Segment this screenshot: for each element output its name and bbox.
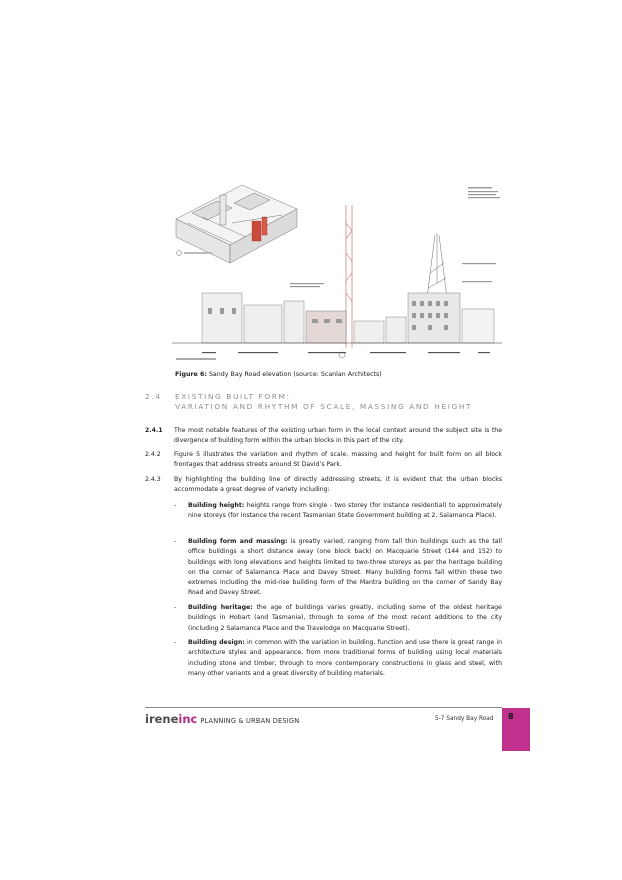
annotation-notes [290, 187, 500, 287]
footer-tagline: PLANNING & URBAN DESIGN [200, 717, 300, 725]
bullet-term: Building design: [188, 639, 245, 646]
paragraph-text: The most notable features of the existing urban form in the local context around the subject site is the divergence of building form within the urban blocks in this part of the city. [174, 427, 502, 445]
paragraph-number: 2.4.2 [145, 451, 161, 458]
bullet-text: is greatly varied, ranging from tall thin buildings such as the tall office buildings a short distance away (one block back) on Macquarie Street (144 and 152) to buildings with long elevations and heights limited to two-three storeys as per the heritage building on the corner of Salamanca Place and Davey Street. Many building forms fall within these two extremes including the mid-rise building form of the Mantra building on the corner of Sandy Bay Road and Davey Street. [188, 538, 502, 597]
section-number: 2.4 [145, 392, 162, 401]
scale-bar [202, 352, 490, 353]
irene-inc-logo [145, 712, 299, 726]
bullet-building-height [174, 501, 502, 522]
footer-divider [145, 707, 502, 708]
paragraph-2-4-2 [145, 450, 502, 471]
bullet-dash: - [174, 639, 177, 646]
paragraph-2-4-1 [145, 426, 502, 447]
radio-mast [346, 205, 352, 348]
page-number: 8 [508, 712, 514, 721]
bullet-building-form [174, 537, 502, 599]
paragraph-2-4-3 [145, 475, 502, 496]
bullet-term: Building height: [188, 502, 245, 509]
paragraph-text: By highlighting the building line of directly addressing streets, it is evident that the urban blocks accommodate a great degree of variety including: [174, 476, 502, 494]
page-number-tab [502, 708, 530, 751]
bullet-text: the age of buildings varies greatly, including some of the oldest heritage buildings in Hobart (and Tasmania), through to some of the most recent additions to the city (including 2 Salamanca Place and the Travelodge on Macquarie Street). [188, 604, 502, 632]
section-title-line2: VARIATION AND RHYTHM OF SCALE, MASSING AND HEIGHT [175, 402, 473, 411]
paragraph-number: 2.4.1 [145, 427, 163, 434]
elevation-figure [172, 183, 504, 365]
elevation-drawing [172, 183, 504, 365]
bullet-dash: - [174, 538, 177, 545]
bullet-text: in common with the variation in building, function and use there is great range in architecture styles and appearance, from more traditional forms of building using local materials including stone and timber, through to more contemporary constructions in glass and steel, with many other variants and a great diversity of building materials. [188, 639, 502, 677]
logo-inc: inc [178, 712, 198, 726]
paragraph-text: Figure 5 illustrates the variation and rhythm of scale, massing and height for built form on all block frontages that address streets around St David’s Park. [174, 451, 502, 469]
paragraph-number: 2.4.3 [145, 476, 161, 483]
bullet-dash: - [174, 604, 177, 611]
isometric-inset [176, 185, 297, 263]
street-elevation [172, 293, 502, 343]
bullet-term: Building form and massing: [188, 538, 288, 545]
section-title-line1: EXISTING BUILT FORM: [175, 392, 291, 401]
figure-caption-text: Sandy Bay Road elevation (source: Scanlan Architects) [208, 371, 382, 378]
figure-label: Figure 6: [175, 371, 207, 378]
logo-irene: irene [145, 712, 179, 726]
bullet-text: heights range from single - two storey (for instance residential) to approximately nine storeys (for instance the recent Tasmanian State Government building at 2, Salamanca Place). [188, 502, 503, 520]
bullet-building-heritage [174, 603, 502, 634]
bullet-building-design [174, 638, 502, 679]
footer-address: 5-7 Sandy Bay Road [435, 716, 494, 722]
bullet-term: Building heritage: [188, 604, 253, 611]
lattice-tower [427, 233, 447, 298]
figure-caption [175, 371, 382, 378]
bullet-dash: - [174, 502, 177, 509]
